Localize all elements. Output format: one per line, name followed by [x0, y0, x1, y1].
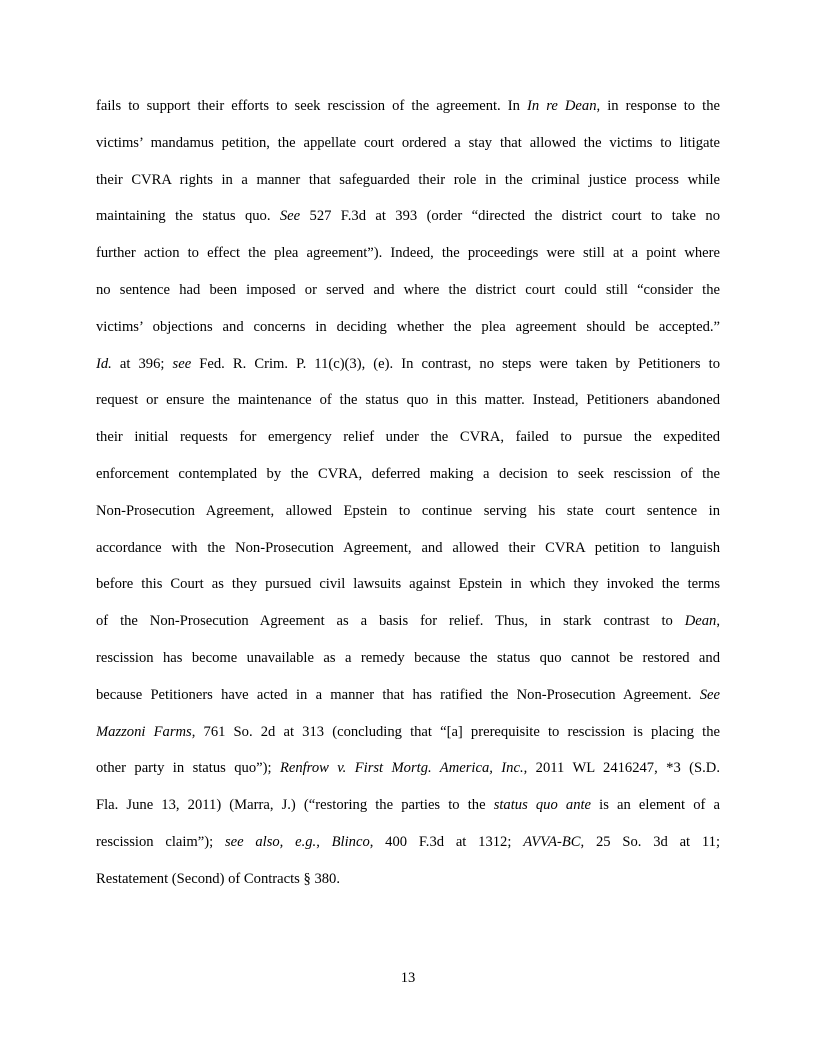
text-line: Fla. June 13, 2011) (Marra, J.) (“restoring the parties to the status quo ante is an element of a — [96, 797, 720, 814]
paragraph — [96, 88, 720, 898]
text-line: of the Non-Prosecution Agreement as a basis for relief. Thus, in stark contrast to Dean, — [96, 613, 720, 630]
document-body — [96, 88, 720, 898]
italic-citation: Dean — [684, 613, 717, 630]
italic-citation: AVVA-BC — [523, 833, 581, 850]
text-line: maintaining the status quo. See 527 F.3d at 393 (order “directed the district court to take no — [96, 208, 720, 225]
text-line: Non-Prosecution Agreement, allowed Epstein to continue serving his state court sentence in — [96, 502, 720, 519]
text-line: Mazzoni Farms, 761 So. 2d at 313 (concluding that “[a] prerequisite to rescission is placing the — [96, 723, 720, 740]
italic-citation: See — [699, 686, 720, 703]
text-line: further action to effect the plea agreement”). Indeed, the proceedings were still at a point where — [96, 245, 720, 262]
text-line: victims’ objections and concerns in deciding whether the plea agreement should be accepted.” — [96, 318, 720, 335]
page-number: 13 — [400, 970, 416, 986]
text-line: enforcement contemplated by the CVRA, deferred making a decision to seek rescission of the — [96, 465, 720, 482]
text-line: Restatement (Second) of Contracts § 380. — [96, 870, 340, 887]
text-line: rescission has become unavailable as a remedy because the status quo cannot be restored and — [96, 649, 720, 666]
italic-citation: Mazzoni Farms — [96, 723, 192, 740]
text-line: before this Court as they pursued civil lawsuits against Epstein in which they invoked the terms — [96, 576, 720, 593]
italic-citation: See — [279, 208, 301, 225]
text-line: rescission claim”); see also, e.g., Blinco, 400 F.3d at 1312; AVVA-BC, 25 So. 3d at 11; — [96, 833, 720, 850]
text-line: no sentence had been imposed or served and where the district court could still “consider the — [96, 281, 720, 298]
text-line: because Petitioners have acted in a manner that has ratified the Non-Prosecution Agreement. See — [96, 686, 720, 703]
italic-citation: Id. — [96, 355, 112, 372]
text-line: accordance with the Non-Prosecution Agreement, and allowed their CVRA petition to languish — [96, 539, 720, 556]
italic-citation: status quo ante — [493, 797, 592, 814]
italic-citation: see — [172, 355, 192, 372]
italic-citation: see also, e.g. — [224, 833, 317, 850]
text-line: their CVRA rights in a manner that safeguarded their role in the criminal justice process while — [96, 171, 720, 188]
italic-citation: In re Dean — [526, 98, 597, 114]
text-line: fails to support their efforts to seek rescission of the agreement. In In re Dean, in response to the — [96, 98, 720, 114]
text-line: request or ensure the maintenance of the status quo in this matter. Instead, Petitioners abandoned — [96, 392, 720, 409]
italic-citation: Blinco — [331, 833, 370, 850]
text-line: other party in status quo”); Renfrow v. First Mortg. America, Inc., 2011 WL 2416247, *3 (S.D. — [96, 760, 720, 777]
text-line: Id. at 396; see Fed. R. Crim. P. 11(c)(3), (e). In contrast, no steps were taken by Petitioners to — [96, 355, 720, 372]
italic-citation: Renfrow v. First Mortg. America, Inc. — [279, 760, 524, 777]
text-line: their initial requests for emergency relief under the CVRA, failed to pursue the expedited — [96, 429, 720, 446]
text-line: victims’ mandamus petition, the appellate court ordered a stay that allowed the victims to litigate — [96, 134, 720, 151]
